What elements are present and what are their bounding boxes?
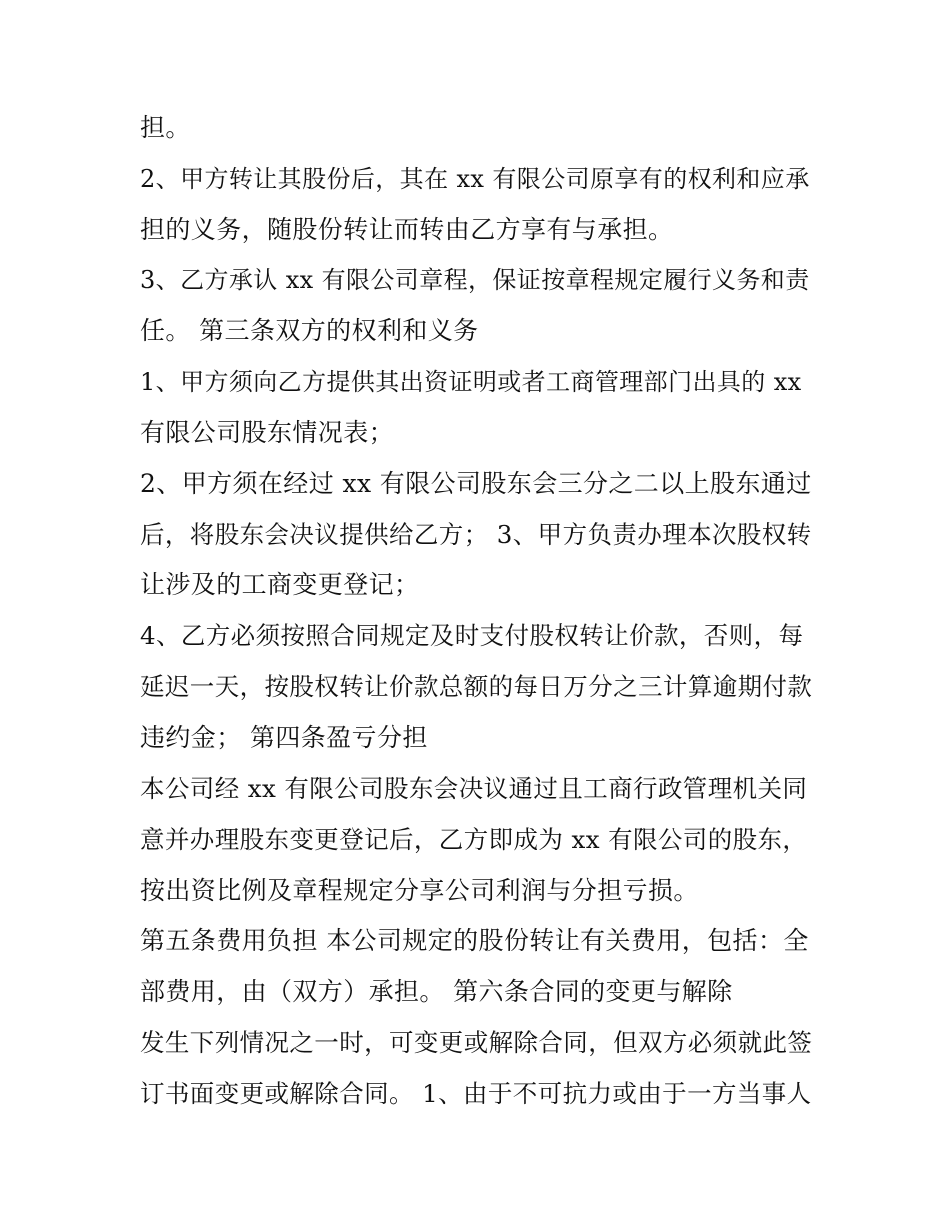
text-line: 本公司经 xx 有限公司股东会决议通过且工商行政管理机关同 — [140, 774, 808, 803]
text-line: 意并办理股东变更登记后，乙方即成为 xx 有限公司的股东， — [140, 825, 808, 854]
text-line: 3、乙方承认 xx 有限公司章程，保证按章程规定履行义务和责 — [140, 266, 810, 294]
text-line: 任。 第三条双方的权利和义务 — [140, 316, 479, 345]
text-line: 部费用，由（双方）承担。 第六条合同的变更与解除 — [140, 977, 733, 1006]
text-line: 让涉及的工商变更登记； — [140, 570, 420, 599]
text-line: 发生下列情况之一时，可变更或解除合同，但双方必须就此签 — [140, 1028, 813, 1057]
text-line: 1、甲方须向乙方提供其出资证明或者工商管理部门出具的 xx — [140, 368, 802, 396]
text-line: 担。 — [140, 113, 191, 142]
text-line: 担的义务，随股份转让而转由乙方享有与承担。 — [140, 215, 674, 244]
text-line: 按出资比例及章程规定分享公司利润与分担亏损。 — [140, 876, 699, 905]
text-line: 有限公司股东情况表； — [140, 418, 395, 447]
text-line: 4、乙方必须按照合同规定及时支付股权转让价款，否则，每 — [140, 621, 804, 650]
text-line: 延迟一天，按股权转让价款总额的每日万分之三计算逾期付款 — [140, 672, 813, 701]
text-line: 2、甲方转让其股份后，其在 xx 有限公司原享有的权利和应承 — [140, 165, 810, 193]
text-line: 第五条费用负担 本公司规定的股份转让有关费用，包括：全 — [140, 926, 809, 955]
text-line: 后，将股东会决议提供给乙方； 3、甲方负责办理本次股权转 — [140, 520, 812, 549]
text-line: 违约金； 第四条盈亏分担 — [140, 723, 428, 752]
text-line: 2、甲方须在经过 xx 有限公司股东会三分之二以上股东通过 — [140, 469, 812, 498]
text-line: 订书面变更或解除合同。 1、由于不可抗力或由于一方当事人 — [140, 1079, 812, 1108]
